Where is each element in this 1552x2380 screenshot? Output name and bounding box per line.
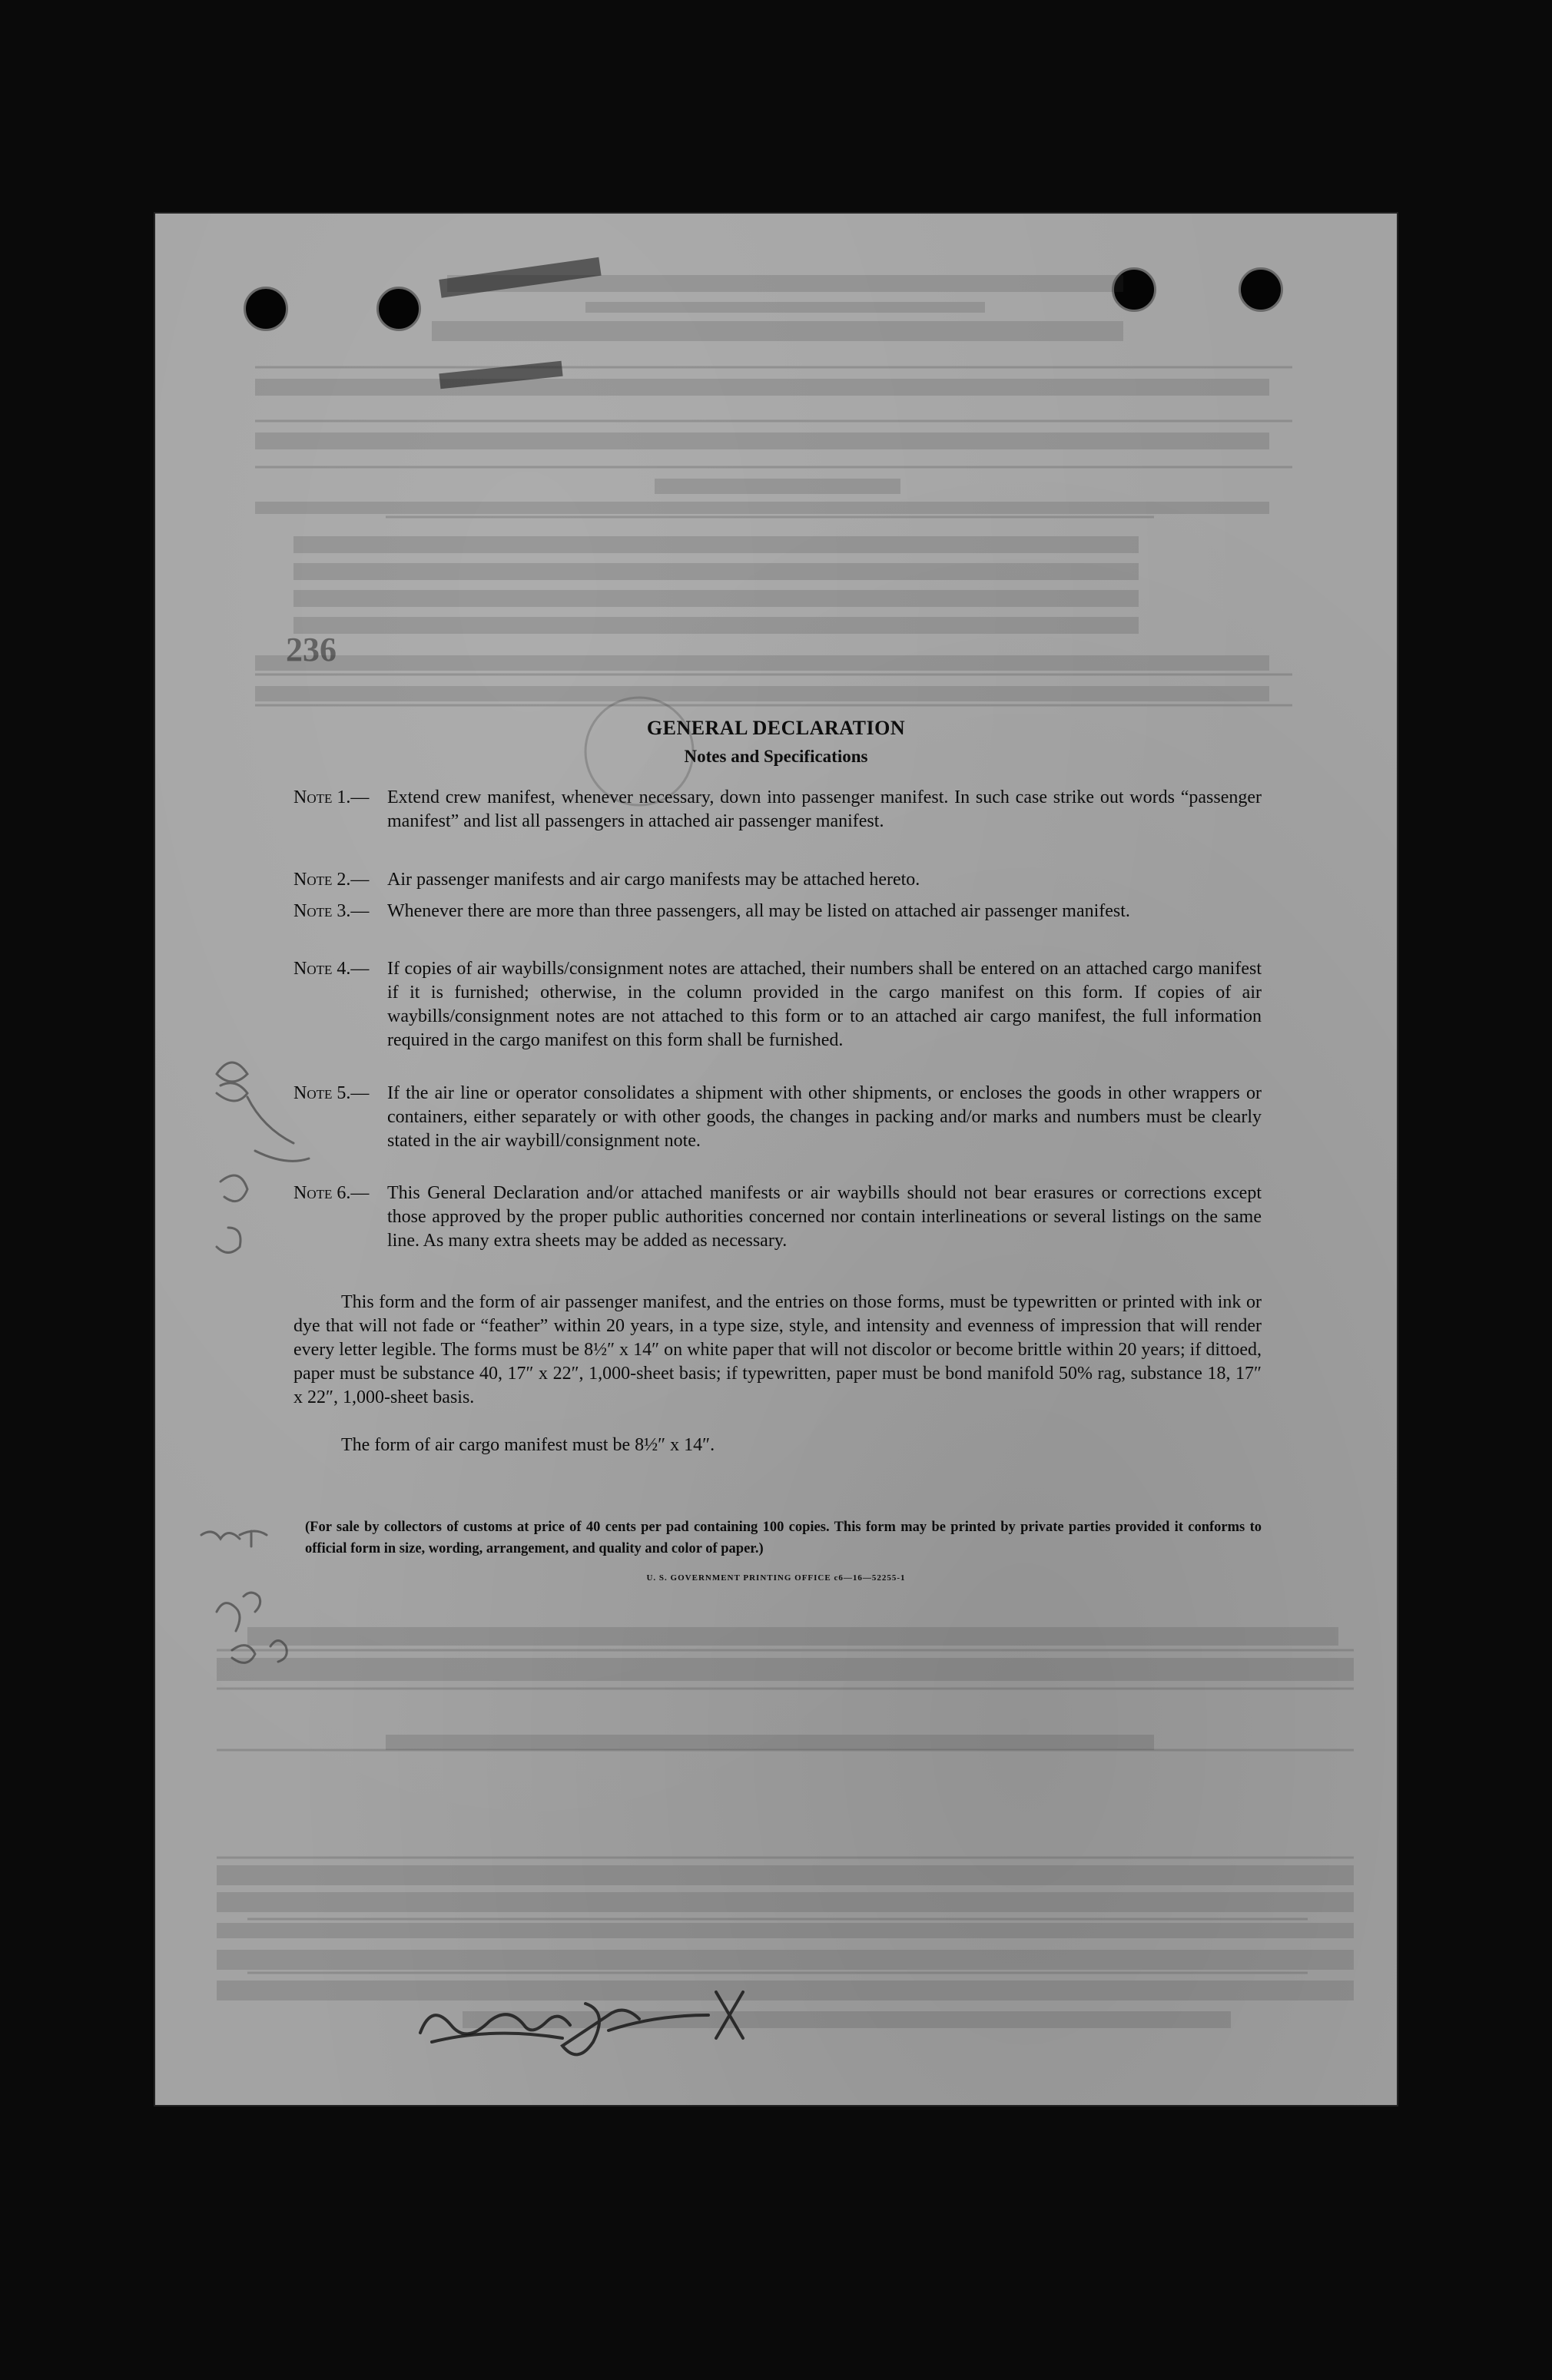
printing-office-imprint: U. S. GOVERNMENT PRINTING OFFICE c6—16—52255-1	[646, 1573, 906, 1583]
document-sheet	[155, 214, 1397, 2105]
note-text: Whenever there are more than three passengers, all may be listed on attached air passenger manifest.	[387, 901, 1130, 921]
handwritten-marks	[155, 214, 1397, 2105]
note-text: If the air line or operator consolidates a shipment with other shipments, or encloses the goods in other wrappers or containers, either separately or with other goods, the changes in packing and/or marks and numbers must be clearly stated in the air waybill/consignment note.	[387, 1083, 1262, 1151]
note-text: Air passenger manifests and air cargo manifests may be attached hereto.	[387, 870, 920, 890]
note-label: Note 3.—	[293, 901, 370, 921]
note-label: Note 2.—	[293, 870, 370, 890]
note-text: This General Declaration and/or attached manifests or air waybills should not bear erasures or corrections except those approved by the proper public authorities concerned nor contain interlineations or several listings on the same line. As many extra sheets may be added as necessary.	[387, 1183, 1262, 1251]
note-label: Note 1.—	[293, 787, 370, 807]
sale-note: (For sale by collectors of customs at price of 40 cents per pad containing 100 copies. This form may be printed by private parties provided it conforms to official form in size, wording, arrangement, and quality and color of paper.)	[305, 1520, 1262, 1556]
page-title: GENERAL DECLARATION	[646, 717, 906, 739]
note-text: Extend crew manifest, whenever necessary, down into passenger manifest. In such case strike out words “passenger manifest” and list all passengers in attached air passenger manifest.	[387, 787, 1262, 831]
note-label: Note 4.—	[293, 959, 370, 979]
note-label: Note 6.—	[293, 1183, 370, 1203]
stamp-number: 236	[286, 631, 337, 668]
requirements-text: This form and the form of air passenger manifest, and the entries on those forms, must be typewritten or printed with ink or dye that will not fade or “feather” within 20 years, in a type size, style, and intensity and evenness of impression that will render every letter legible. The forms must be 8½″ x 14″ on white paper that will not discolor or become brittle within 20 years; if dittoed, paper must be substance 40, 17″ x 22″, 1,000-sheet basis; if typewritten, paper must be bond manifold 50% rag, substance 18, 17″ x 22″, 1,000-sheet basis.	[293, 1292, 1262, 1407]
page-subtitle: Notes and Specifications	[684, 747, 868, 766]
note-label: Note 5.—	[293, 1083, 370, 1103]
note-text: If copies of air waybills/consignment notes are attached, their numbers shall be entered on an attached cargo manifest if it is furnished; otherwise, in the column provided in the cargo manifest on this form. If copies of air waybills/consignment notes are not attached to this form or to an attached air cargo manifest, the full information required in the cargo manifest on this form shall be furnished.	[387, 959, 1262, 1050]
cargo-size-text: The form of air cargo manifest must be 8½″ x 14″.	[341, 1435, 715, 1455]
